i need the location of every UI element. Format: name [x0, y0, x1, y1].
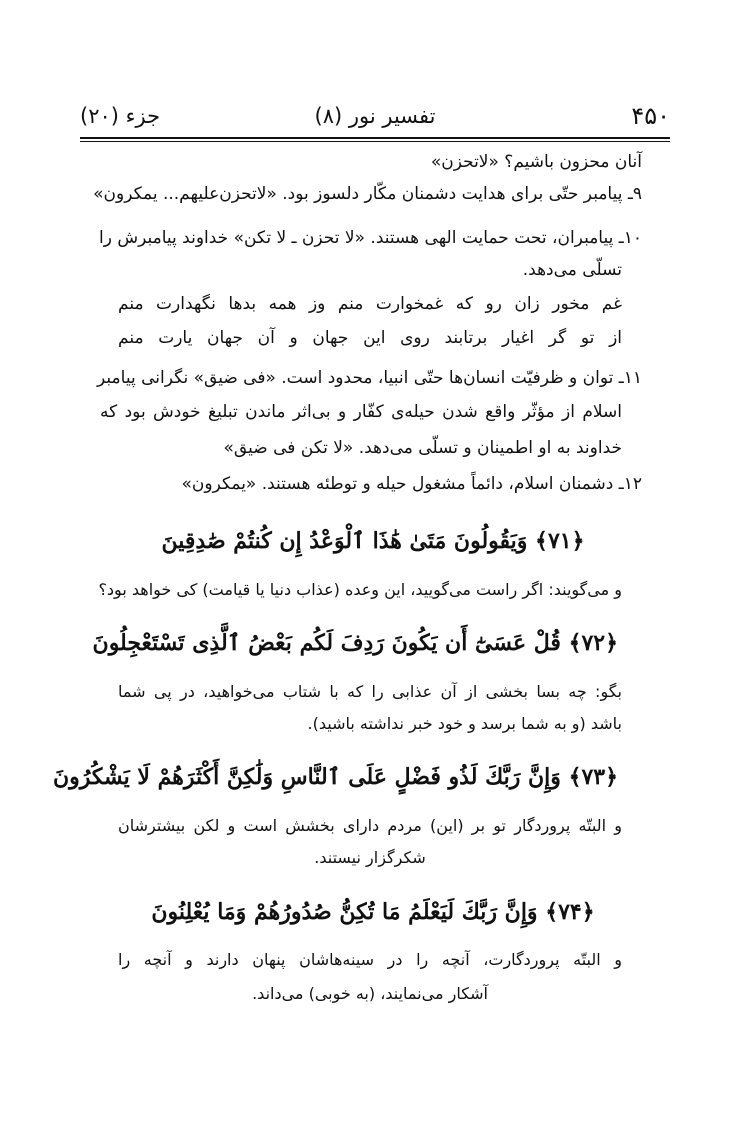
page-header [80, 102, 670, 134]
commentary-point-11: ۱۱ـ توان و ظرفیّت انسان‌ها حتّی انبیا، محدود است. «فی ضیق» نگرانی پیامبر [97, 368, 642, 388]
verse-72-translation: باشد (و به شما برسد و خود خبر نداشته باشید). [307, 714, 622, 733]
verse-74: ﴿۷۴﴾ وَإِنَّ رَبَّكَ لَيَعْلَمُ مَا تُكِنُّ صُدُورُهُمْ وَمَا يُعْلِنُونَ [151, 899, 595, 925]
commentary-point-10: ۱۰ـ پیامبران، تحت حمایت الهی هستند. «لا تحزن ـ لا تکن» خداوند پیامبرش را [99, 228, 642, 248]
poem-line: غم مخور زان رو که غمخوارت منم وز همه بدها نگهدارت منم [118, 294, 622, 314]
juz-label: جزء (۲۰) [80, 104, 161, 128]
verse-73-translation: و البتّه پروردگار تو بر (این) مردم دارای بخشش است و لکن بیشترشان [118, 816, 622, 835]
verse-72-translation: بگو: چه بسا بخشی از آن عذابی را که با شتاب می‌خواهید، در پی شما [118, 682, 622, 701]
commentary-line: آنان محزون باشیم؟ «لاتحزن» [430, 152, 642, 172]
verse-71-translation: و می‌گویند: اگر راست می‌گویید، این وعده (عذاب دنیا یا قیامت) کی خواهد بود؟ [98, 580, 622, 599]
verse-73-translation: شکرگزار نیستند. [314, 848, 426, 867]
verse-74-translation: و البتّه پروردگارت، آنچه را در سینه‌هاشان پنهان دارند و آنچه را [118, 950, 622, 969]
page-number: ۴۵۰ [631, 102, 670, 130]
commentary-point-9: ۹ـ پیامبر حتّی برای هدایت دشمنان مکّار دلسوز بود. «لاتحزن‌علیهم... یمکرون» [93, 184, 642, 204]
poem-line: از تو گر اغیار برتابند روی این جهان و آن جهان یارت منم [118, 328, 622, 348]
header-rule-thin [80, 141, 670, 142]
verse-74-translation: آشکار می‌نمایند، (به خوبی) می‌داند. [252, 984, 488, 1003]
verse-72: ﴿۷۲﴾ قُلْ عَسَىٰٓ أَن يَكُونَ رَدِفَ لَكُم بَعْضُ ٱلَّذِى تَسْتَعْجِلُونَ [92, 630, 618, 656]
book-title: تفسیر نور (۸) [314, 104, 436, 128]
commentary-point-12: ۱۲ـ دشمنان اسلام، دائماً مشغول حیله و توطئه هستند. «یمکرون» [181, 474, 642, 494]
commentary-line: تسلّی می‌دهد. [522, 260, 622, 280]
verse-73: ﴿۷۳﴾ وَإِنَّ رَبَّكَ لَذُو فَضْلٍ عَلَى ٱلنَّاسِ وَلَٰكِنَّ أَكْثَرَهُمْ لَا يَشْكُرُونَ [52, 764, 618, 790]
verse-71: ﴿۷۱﴾ وَيَقُولُونَ مَتَىٰ هَٰذَا ٱلْوَعْدُ إِن كُنتُمْ صَٰدِقِينَ [161, 528, 585, 554]
header-rule [80, 137, 670, 139]
commentary-line: اسلام از مؤثّر واقع شدن حیله‌ی کفّار و بی‌اثر ماندن تبلیغ خودش بود که [100, 402, 622, 422]
commentary-line: خداوند به او اطمینان و تسلّی می‌دهد. «لا تکن فی ضیق» [223, 438, 622, 458]
